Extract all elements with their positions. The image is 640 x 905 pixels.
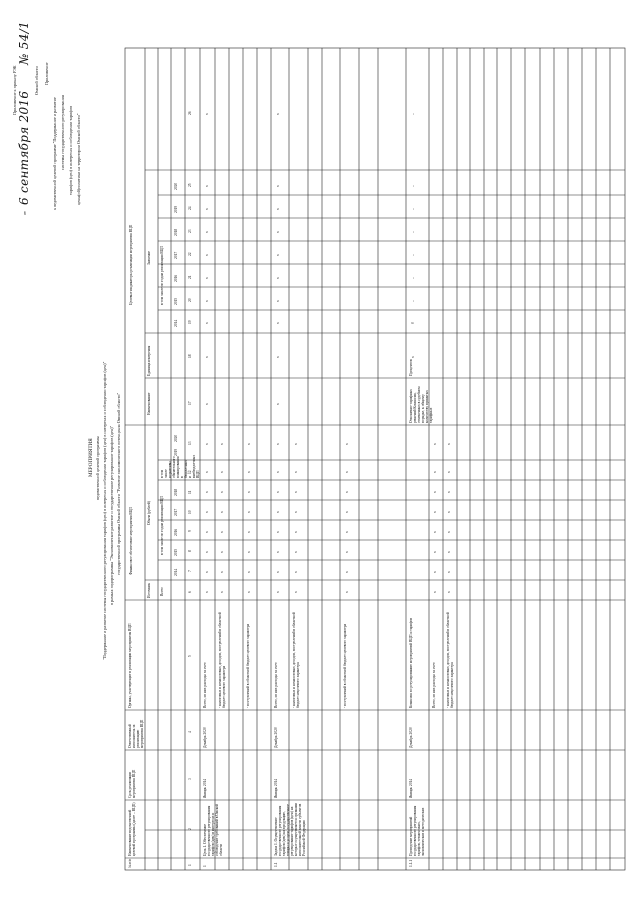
colnum-23: 23 <box>188 229 192 233</box>
row3-val-2016: – <box>411 277 415 279</box>
header-year-2019: 2019 <box>174 448 178 456</box>
x-mark: x <box>433 591 437 593</box>
header-val-2014: 2014 <box>174 319 178 327</box>
appendix-line8: цены(ой)политики на территории Омской области" <box>76 113 81 205</box>
header-val-2017: 2017 <box>174 251 178 259</box>
x-mark: x <box>247 571 251 573</box>
x-mark: x <box>447 471 451 473</box>
colnum-12: 12 <box>188 470 192 474</box>
row1-src3: - поступлений в областной бюджет целевого характера <box>246 623 250 708</box>
colnum-9: 9 <box>188 530 192 532</box>
x-mark: x <box>247 531 251 533</box>
row3-to: Декабрь 2020 <box>409 727 413 748</box>
x-mark: x <box>447 571 451 573</box>
header-unit: Единица измерения <box>147 345 151 376</box>
header-val-2020: 2020 <box>174 182 178 190</box>
x-mark: x <box>276 277 280 279</box>
colnum-13: 13 <box>188 441 192 445</box>
appendix-line7: тарифов (цен) в интересах и соблюдении тарифов <box>68 105 73 195</box>
x-mark: x <box>220 443 224 445</box>
x-mark: x <box>276 571 280 573</box>
x-mark: x <box>205 571 209 573</box>
x-mark: x <box>294 571 298 573</box>
x-mark: x <box>345 531 349 533</box>
x-mark: x <box>294 511 298 513</box>
x-mark: x <box>433 571 437 573</box>
x-mark: x <box>247 511 251 513</box>
appendix-line4: Приложение <box>44 62 49 85</box>
row3-x: x <box>411 356 415 358</box>
colnum-19: 19 <box>188 320 192 324</box>
x-mark: x <box>447 443 451 445</box>
x-mark: x <box>433 511 437 513</box>
x-mark: x <box>276 300 280 302</box>
x-mark: x <box>205 403 209 405</box>
colnum-4: 4 <box>188 731 192 733</box>
x-mark: x <box>220 531 224 533</box>
x-mark: x <box>205 208 209 210</box>
row3-val-2020: – <box>411 185 415 187</box>
x-mark: x <box>276 185 280 187</box>
x-mark: x <box>447 511 451 513</box>
doc-subtitle-1: ведомственной целевой программы <box>95 436 100 500</box>
x-mark: x <box>294 443 298 445</box>
colnum-25: 25 <box>188 183 192 187</box>
header-year-2017: 2017 <box>174 508 178 516</box>
colnum-10: 10 <box>188 510 192 514</box>
header-period: Срок реализации мероприятия ВЦП <box>128 769 136 798</box>
row3-val-2017: – <box>411 254 415 256</box>
header-year-2020: 2020 <box>174 434 178 442</box>
row2-src3: - поступлений в областной бюджет целевого характера <box>343 623 347 708</box>
x-mark: x <box>345 571 349 573</box>
row3-src1: Всего, из них расходы за счет: <box>432 661 436 708</box>
x-mark: x <box>247 591 251 593</box>
x-mark: x <box>447 491 451 493</box>
colnum-7: 7 <box>188 570 192 572</box>
doc-subtitle-3: в рамках подпрограммы "Экономическое развитие и государственное регулирование тарифов (цен)" <box>109 425 114 605</box>
header-val-2016: 2016 <box>174 274 178 282</box>
x-mark: x <box>345 511 349 513</box>
colnum-18: 18 <box>188 354 192 358</box>
colnum-20: 20 <box>188 298 192 302</box>
handwritten-date: 6 сентября 2016 <box>17 90 31 205</box>
x-mark: x <box>447 591 451 593</box>
x-mark: x <box>205 113 209 115</box>
x-mark: x <box>345 471 349 473</box>
x-mark: x <box>220 591 224 593</box>
row3-src2: - налоговых и неналоговых доходов, поступлений в областной бюджет нецелевого характера <box>446 612 454 708</box>
colnum-26: 26 <box>188 111 192 115</box>
row3-name: Проведение мероприятий государственного регулирования тарифов, технических, экономических и методических <box>409 805 425 856</box>
row3-unit: Процентов <box>409 359 413 376</box>
x-mark: x <box>276 231 280 233</box>
header-source: Источник <box>147 583 151 598</box>
row1-src1: Всего, из них расходы за счет: <box>203 661 207 708</box>
x-mark: x <box>220 571 224 573</box>
appendix-line6: системы государственного регулирования <box>60 95 65 170</box>
row3-val-2019: – <box>411 208 415 210</box>
x-mark: x <box>276 113 280 115</box>
x-mark: x <box>247 491 251 493</box>
x-mark: x <box>205 231 209 233</box>
row3-val-26: – <box>411 113 415 115</box>
x-mark: x <box>220 551 224 553</box>
x-mark: x <box>247 551 251 553</box>
colnum-1: 1 <box>188 864 192 866</box>
header-incl-fed: в том числе нормативы обязательного планирования в бюджетных и внебюджетных ВЦП <box>160 454 200 478</box>
row3-from: Январь 2014 <box>409 778 413 798</box>
x-mark: x <box>276 511 280 513</box>
row3-val-2015: – <box>411 300 415 302</box>
x-mark: x <box>205 443 209 445</box>
colnum-22: 22 <box>188 252 192 256</box>
x-mark: x <box>294 491 298 493</box>
row2-to: Декабрь 2020 <box>274 727 278 748</box>
x-mark: x <box>345 443 349 445</box>
header-year-2014: 2014 <box>174 568 178 576</box>
header-value: Значение <box>147 250 151 265</box>
colnum-11: 11 <box>188 490 192 494</box>
x-mark: x <box>205 356 209 358</box>
row2-name: Задача 1. Осуществление государственного регулирования тарифов (цен) на продукцию, товары и услуги, государственное регулирование тарифов (цен) на которые осуществляется органами исполнительной власти субъектов Российской Федерации <box>274 802 306 856</box>
appendix-line2: от <box>22 211 27 215</box>
colnum-21: 21 <box>188 275 192 279</box>
row1-to: Декабрь 2020 <box>203 727 207 748</box>
row2-from: Январь 2014 <box>274 778 278 798</box>
x-mark: x <box>205 322 209 324</box>
x-mark: x <box>220 511 224 513</box>
header-participant: Органы, участвующие в реализации мероприятия ВЦП <box>128 623 132 708</box>
header-ind-name: Наименование <box>147 392 151 415</box>
x-mark: x <box>276 403 280 405</box>
header-volume: Объем (рублей) <box>147 501 151 525</box>
row3-num: 1.1.1 <box>409 859 413 867</box>
x-mark: x <box>294 531 298 533</box>
x-mark: x <box>220 471 224 473</box>
colnum-24: 24 <box>188 206 192 210</box>
x-mark: x <box>276 254 280 256</box>
colnum-3: 3 <box>188 778 192 780</box>
x-mark: x <box>205 300 209 302</box>
appendix-line1: Приложение к приказу РЭК <box>12 65 17 115</box>
row1-src2: - налоговых и неналоговых доходов, поступлений в областной бюджет целевого характера <box>218 612 226 708</box>
header-year-2015: 2015 <box>174 548 178 556</box>
x-mark: x <box>433 471 437 473</box>
x-mark: x <box>276 491 280 493</box>
row2-src1: Всего, из них расходы за счет: <box>274 661 278 708</box>
header-val-2015: 2015 <box>174 297 178 305</box>
x-mark: x <box>276 591 280 593</box>
x-mark: x <box>447 531 451 533</box>
header-val-2018: 2018 <box>174 228 178 236</box>
colnum-17: 17 <box>188 401 192 405</box>
doc-heading: МЕРОПРИЯТИЯ <box>88 438 94 477</box>
x-mark: x <box>433 531 437 533</box>
x-mark: x <box>205 471 209 473</box>
x-mark: x <box>205 531 209 533</box>
x-mark: x <box>205 491 209 493</box>
row3-indicator: Отношение тарифных решений Комиссии, отмененных в судебном порядке, к общему количеству принятых тарифных <box>409 386 433 423</box>
row3-executor: Комиссия по регулированию мероприятий ВЦП и тарифов <box>409 617 413 708</box>
header-finance: Финансовое обеспечение мероприятия ВЦП <box>129 506 133 575</box>
doc-subtitle-4: государственной программы Омской области "Развитие экономического потенциала Омской области" <box>116 392 121 575</box>
row2-src2: - налоговых и неналоговых доходов, поступлений в областной бюджет нецелевого характера <box>292 612 300 708</box>
header-targets: Целевые индикаторы реализации мероприятия ВЦП <box>129 224 133 305</box>
x-mark: x <box>276 356 280 358</box>
header-num: № п/п <box>128 858 132 868</box>
header-value-incl: в том числе по годам реализации ВЦП <box>160 246 164 305</box>
x-mark: x <box>276 531 280 533</box>
x-mark: x <box>447 551 451 553</box>
row1-from: Январь 2014 <box>203 778 207 798</box>
x-mark: x <box>205 254 209 256</box>
doc-subtitle-2: "Поддержание и развитие системы государственного регулирования тарифов (цен) в интересах и соблюдении тарифов (цен) в интересах и соблюдении тарифов (цен)" <box>102 361 107 660</box>
x-mark: x <box>276 208 280 210</box>
x-mark: x <box>294 551 298 553</box>
header-year-2018: 2018 <box>174 488 178 496</box>
x-mark: x <box>433 491 437 493</box>
colnum-6: 6 <box>188 591 192 593</box>
header-name: Наименование ведомственной целевой программы (далее – ВЦП) <box>128 802 136 856</box>
x-mark: x <box>247 443 251 445</box>
colnum-8: 8 <box>188 550 192 552</box>
x-mark: x <box>205 511 209 513</box>
header-year-2016: 2016 <box>174 528 178 536</box>
x-mark: x <box>433 551 437 553</box>
colnum-5: 5 <box>188 655 192 657</box>
appendix-line3: Омской области <box>34 66 39 95</box>
x-mark: x <box>220 491 224 493</box>
x-mark: x <box>433 443 437 445</box>
appendix-line5: к ведомственной целевой программе "Поддержание и развитие <box>52 97 57 210</box>
x-mark: x <box>276 551 280 553</box>
colnum-2: 2 <box>188 828 192 830</box>
x-mark: x <box>294 471 298 473</box>
x-mark: x <box>205 185 209 187</box>
row1-name: Цель 1. Обеспечение государственного регулирования тарифов (цен) в интересах и соблюдение требований в Омской области <box>203 803 223 856</box>
row2-num: 1.1 <box>274 862 278 867</box>
x-mark: x <box>276 443 280 445</box>
x-mark: x <box>276 471 280 473</box>
x-mark: x <box>294 591 298 593</box>
x-mark: x <box>276 322 280 324</box>
x-mark: x <box>345 591 349 593</box>
x-mark: x <box>247 471 251 473</box>
x-mark: x <box>345 491 349 493</box>
x-mark: x <box>205 551 209 553</box>
handwritten-number: № 54/1 <box>17 21 31 65</box>
header-incl: в том числе по годам реализации ВЦП <box>160 496 164 555</box>
row3-val-2018: – <box>411 231 415 233</box>
x-mark: x <box>345 551 349 553</box>
row3-val-2014: 0 <box>411 322 415 324</box>
header-executor: Ответственный исполнитель за реализацию мероприятия ВЦП <box>128 719 144 748</box>
x-mark: x <box>205 591 209 593</box>
row1-num: 1 <box>203 865 207 867</box>
header-total: Всего <box>160 587 164 596</box>
header-val-2019: 2019 <box>174 205 178 213</box>
x-mark: x <box>205 277 209 279</box>
